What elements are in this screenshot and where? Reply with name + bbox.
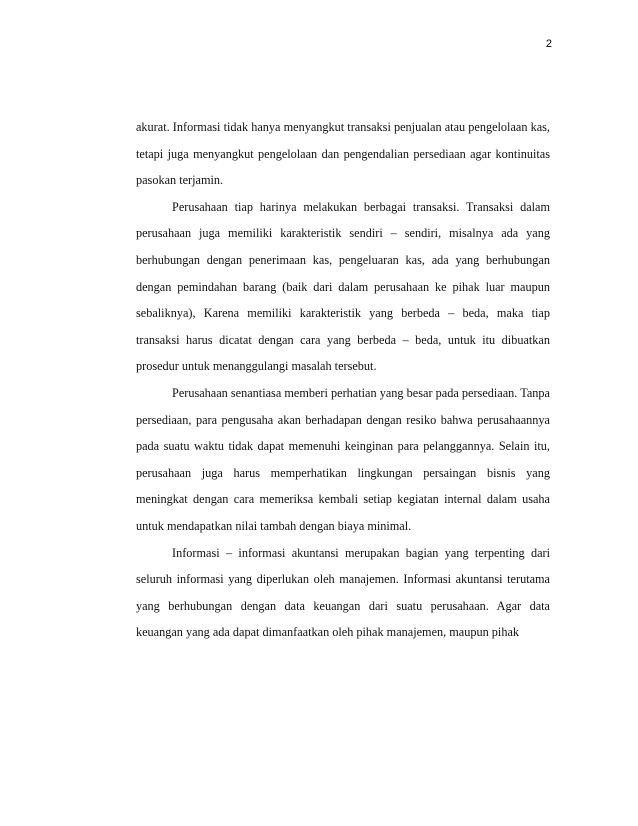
paragraph-1: akurat. Informasi tidak hanya menyangkut transaksi penjualan atau pengelolaan kas, tetapi juga menyangkut pengelolaan dan pengendalian persediaan agar kontinuitas pasokan terjamin.	[136, 120, 550, 188]
page-number: 2	[545, 38, 552, 50]
paragraph-2: Perusahaan tiap harinya melakukan berbagai transaksi. Transaksi dalam perusahaan juga memiliki karakteristik sendiri – sendiri, misalnya ada yang berhubungan dengan penerimaan kas, pengeluaran kas, ada yang berhubungan dengan pemindahan barang (baik dari dalam perusahaan ke pihak luar maupun sebaliknya), Karena memiliki karakteristik yang berbeda – beda, maka tiap transaksi harus dicatat dengan cara yang berbeda – beda, untuk itu dibuatkan prosedur untuk menanggulangi masalah tersebut.	[136, 199, 550, 374]
paragraph-3: Perusahaan senantiasa memberi perhatian yang besar pada persediaan. Tanpa persediaan, para pengusaha akan berhadapan dengan resiko bahwa perusahaannya pada suatu waktu tidak dapat memenuhi keinginan para pelanggannya. Selain itu, perusahaan juga harus memperhatikan lingkungan persaingan bisnis yang meningkat dengan cara memeriksa kembali setiap kegiatan internal dalam usaha untuk mendapatkan nilai tambah dengan biaya minimal.	[136, 385, 550, 533]
body-text	[136, 114, 550, 646]
paragraph-4: Informasi – informasi akuntansi merupakan bagian yang terpenting dari seluruh informasi yang diperlukan oleh manajemen. Informasi akuntansi terutama yang berhubungan dengan data keuangan dari suatu perusahaan. Agar data keuangan yang ada dapat dimanfaatkan oleh pihak manajemen, maupun pihak	[136, 545, 550, 640]
